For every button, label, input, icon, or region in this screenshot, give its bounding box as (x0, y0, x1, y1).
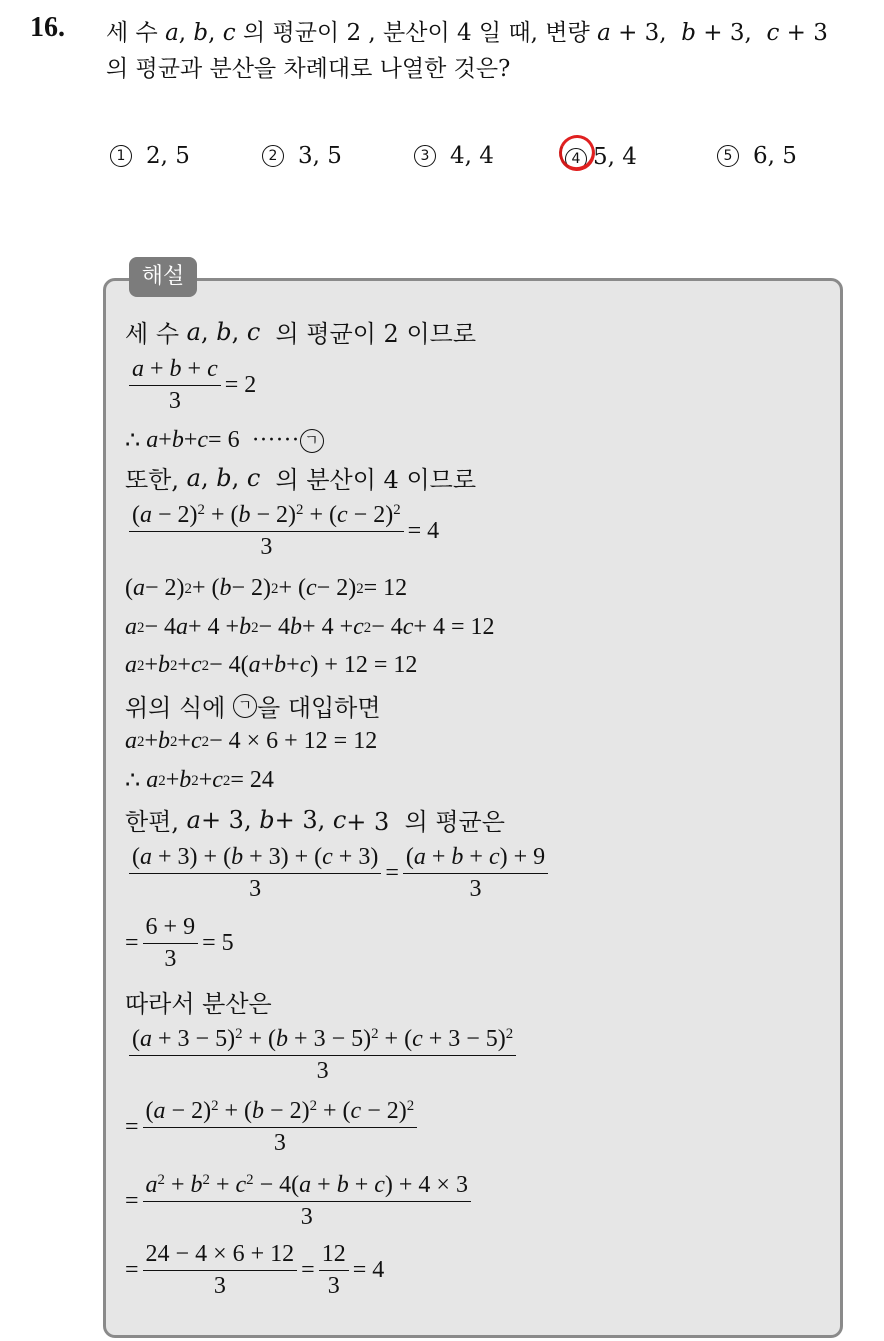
eq-substituted: a 2 + b 2 + c 2 − 4 × 6 + 12 = 12 (125, 728, 378, 754)
solution-text-3: 위의 식에 ㄱ 을 대입하면 (125, 694, 381, 722)
eq-sum-squares-12: ( a − 2) 2 + ( b − 2) 2 + ( c − 2) 2 = 12 (125, 575, 408, 601)
choice-number: 1 (110, 145, 132, 167)
eq-grouped: a 2 + b 2 + c 2 − 4( a + b + c ) + 12 = 12 (125, 652, 418, 678)
solution-text-2: 또한, a , b , c 의 분산이 4 이므로 (125, 463, 476, 494)
eq-variance-fraction: $\frac{(a - 2)^2 + (b - 2)^2 + (c - 2)^2}{3}$ = 4 (125, 502, 439, 561)
choice-text: 2, 5 (146, 143, 190, 169)
choice-2[interactable] (262, 143, 342, 169)
question-number: 16. (30, 12, 65, 43)
eq-new-variance-3: = $\frac{a^2 + b^2 + c^2 - 4(a + b + c) + 4 \times 3}{3}$ (125, 1172, 475, 1231)
eq-new-mean-value: = $\frac{6 + 9}{3}$ = 5 (125, 914, 234, 972)
choice-4[interactable] (565, 143, 637, 170)
eq-new-variance-2: = $\frac{(a - 2)^2 + (b - 2)^2 + (c - 2)^2}{3}$ (125, 1098, 421, 1157)
solution-label: 해설 (129, 257, 197, 297)
question-text-line-2: 의 평균과 분산을 차례대로 나열한 것은? (106, 56, 511, 82)
choice-text: 6, 5 (753, 143, 797, 169)
choice-text: 3, 5 (298, 143, 342, 169)
eq-mean-fraction: $\frac{a + b + c}{3}$ = 2 (125, 356, 256, 415)
eq-new-mean: $\frac{(a + 3) + (b + 3) + (c + 3)}{3}$ = $\frac{(a + b + c) + 9}{3}$ (125, 844, 552, 903)
ref-mark-giyeok: ㄱ (233, 694, 257, 718)
choice-text: 5, 4 (593, 143, 637, 170)
choice-5[interactable] (717, 143, 797, 169)
eq-sum: ∴ a + b + c = 6 ······ ㄱ (125, 426, 324, 455)
choice-number: 4 (565, 148, 587, 170)
choice-text: 4, 4 (450, 143, 494, 169)
eq-new-variance: $\frac{(a + 3 - 5)^2 + (b + 3 - 5)^2 + (c + 3 - 5)^2}{3}$ (125, 1026, 520, 1085)
choice-3[interactable] (414, 143, 494, 169)
eq-expanded: a 2 − 4 a + 4 + b 2 − 4 b + 4 + c 2 − 4 c + 4 = 12 (125, 614, 495, 640)
solution-text-4: 한편, a + 3, b + 3, c + 3 의 평균은 (125, 805, 505, 836)
choice-number: 2 (262, 145, 284, 167)
choice-1[interactable] (110, 143, 190, 169)
ref-mark-giyeok: ㄱ (300, 429, 324, 453)
solution-text-1: 세 수 a , b , c 의 평균이 2 이므로 (125, 317, 476, 348)
question-text-line-1: 세 수 a, b, c 의 평균이 2 , 분산이 4 일 때, 변량 a + 3, b + 3, c + 3 (106, 20, 828, 46)
solution-text-5: 따라서 분산은 (125, 990, 272, 1018)
eq-sum-of-squares: ∴ a 2 + b 2 + c 2 = 24 (125, 767, 274, 794)
choice-number: 5 (717, 145, 739, 167)
eq-new-variance-result: = $\frac{24 - 4 \times 6 + 12}{3}$ = $\frac{12}{3}$ = 4 (125, 1241, 385, 1299)
choice-number: 3 (414, 145, 436, 167)
